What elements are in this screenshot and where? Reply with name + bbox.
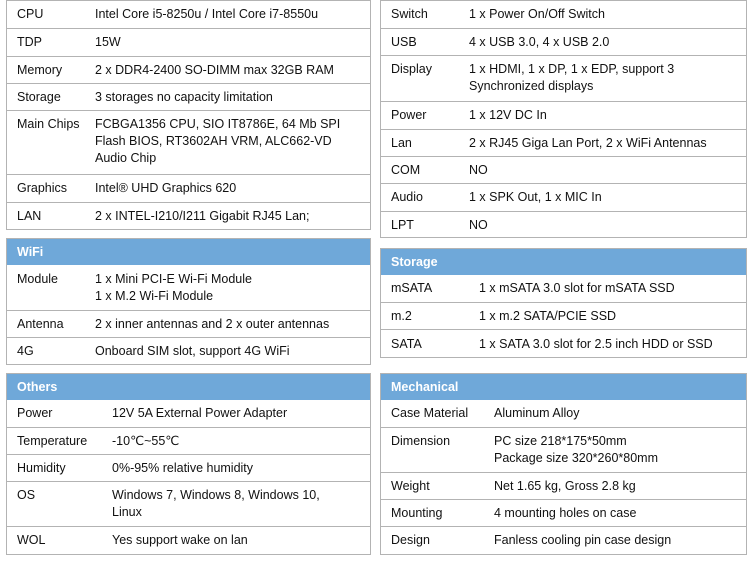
mechanical-section [380,373,747,555]
spec-row-switch [381,1,746,29]
spec-row-com [381,157,746,184]
spec-row-audio [381,184,746,212]
spec-key: Dimension [391,434,451,448]
spec-key: TDP [17,35,42,49]
spec-key: LPT [391,218,414,232]
spec-row-storage [7,84,370,111]
spec-row-display [381,56,746,102]
storage-row-m2 [381,303,746,330]
others-row-os [7,482,370,527]
spec-value: Intel Core i5-8250u / Intel Core i7-8550u [95,7,319,21]
spec-row-usb [381,29,746,56]
spec-key: Switch [391,7,428,21]
spec-key: 4G [17,344,34,358]
spec-table-left [6,0,371,230]
spec-key: Design [391,533,430,547]
mechanical-row-mounting [381,500,746,527]
spec-row-graphics [7,175,370,203]
spec-value: 1 x 12V DC In [469,108,547,122]
others-row-wol [7,527,370,554]
wifi-row-module [7,265,370,311]
spec-value: 2 x INTEL-I210/I211 Gigabit RJ45 Lan; [95,209,310,223]
storage-row-msata [381,275,746,303]
spec-key: Humidity [17,460,66,475]
spec-value: NO [469,163,488,177]
spec-value: 2 x inner antennas and 2 x outer antennas [95,316,330,331]
spec-row-main-chips [7,111,370,175]
mechanical-row-case-material [381,400,746,428]
spec-value: 2 x DDR4-2400 SO-DIMM max 32GB RAM [95,63,334,77]
spec-value: 3 storages no capacity limitation [95,90,273,104]
spec-row-lan-port [381,130,746,157]
spec-value: -10℃~55℃ [112,433,180,448]
spec-value: 1 x Power On/Off Switch [469,7,605,21]
spec-value: Net 1.65 kg, Gross 2.8 kg [494,478,636,493]
spec-key: Mounting [391,505,443,520]
spec-key: Storage [17,90,61,104]
spec-value: 1 x SATA 3.0 slot for 2.5 inch HDD or SSD [479,336,713,351]
spec-value: 1 x HDMI, 1 x DP, 1 x EDP, support 3 Synchronized displays [469,62,675,93]
spec-value: Onboard SIM slot, support 4G WiFi [95,344,290,358]
spec-value: Aluminum Alloy [494,406,580,420]
spec-value: FCBGA1356 CPU, SIO IT8786E, 64 Mb SPI Flash BIOS, RT3602AH VRM, ALC662-VD Audio Chip [95,117,341,165]
spec-key: Power [17,406,53,420]
section-header-storage: Storage [381,249,746,275]
mechanical-row-dimension [381,428,746,473]
others-row-power [7,400,370,428]
others-row-temperature [7,428,370,455]
spec-row-lpt [381,212,746,239]
spec-row-cpu [7,1,370,29]
spec-row-memory [7,57,370,84]
mechanical-row-weight [381,473,746,500]
spec-value: 0%-95% relative humidity [112,460,254,475]
section-header-others: Others [7,374,370,400]
spec-key: Power [391,108,427,122]
spec-key: Display [391,62,432,76]
spec-value: 15W [95,35,121,49]
spec-key: COM [391,163,421,177]
others-section [6,373,371,555]
spec-value: Windows 7, Windows 8, Windows 10, Linux [112,488,320,519]
spec-value: PC size 218*175*50mm Package size 320*260*80mm [494,434,658,465]
spec-key: SATA [391,336,422,351]
spec-key: Weight [391,478,430,493]
spec-value: 4 mounting holes on case [494,505,637,520]
spec-key: mSATA [391,281,433,295]
spec-key: CPU [17,7,44,21]
spec-value: Intel® UHD Graphics 620 [95,181,237,195]
spec-value: 1 x mSATA 3.0 slot for mSATA SSD [479,281,675,295]
spec-key: Case Material [391,406,469,420]
spec-key: Graphics [17,181,68,195]
spec-key: OS [17,488,36,502]
spec-key: Module [17,272,58,286]
spec-key: Lan [391,136,412,150]
mechanical-row-design [381,527,746,554]
spec-key: Temperature [17,433,88,448]
others-row-humidity [7,455,370,482]
spec-value: Fanless cooling pin case design [494,533,672,547]
spec-row-tdp [7,29,370,57]
wifi-row-antenna [7,311,370,338]
spec-value: 1 x Mini PCI-E Wi-Fi Module 1 x M.2 Wi-Fi Module [95,271,252,303]
spec-key: Memory [17,63,63,77]
spec-row-power [381,102,746,130]
spec-key: Audio [391,190,423,204]
spec-value: 2 x RJ45 Giga Lan Port, 2 x WiFi Antennas [469,136,707,150]
spec-value: Yes support wake on lan [112,533,248,547]
storage-section [380,248,747,358]
spec-key: WOL [17,533,46,547]
spec-key: Antenna [17,316,64,331]
wifi-section [6,238,371,365]
spec-value: 1 x m.2 SATA/PCIE SSD [479,308,617,323]
storage-row-sata [381,330,746,358]
spec-table-right [380,0,747,238]
section-header-mechanical: Mechanical [381,374,746,400]
spec-key: LAN [17,209,42,223]
section-header-wifi: WiFi [7,239,370,265]
spec-key: Main Chips [17,117,80,131]
wifi-row-4g [7,338,370,365]
spec-value: 1 x SPK Out, 1 x MIC In [469,190,602,204]
spec-key: USB [391,35,417,49]
spec-value: NO [469,218,488,232]
spec-key: m.2 [391,308,412,323]
spec-row-lan [7,203,370,230]
spec-value: 4 x USB 3.0, 4 x USB 2.0 [469,35,610,49]
spec-value: 12V 5A External Power Adapter [112,406,288,420]
